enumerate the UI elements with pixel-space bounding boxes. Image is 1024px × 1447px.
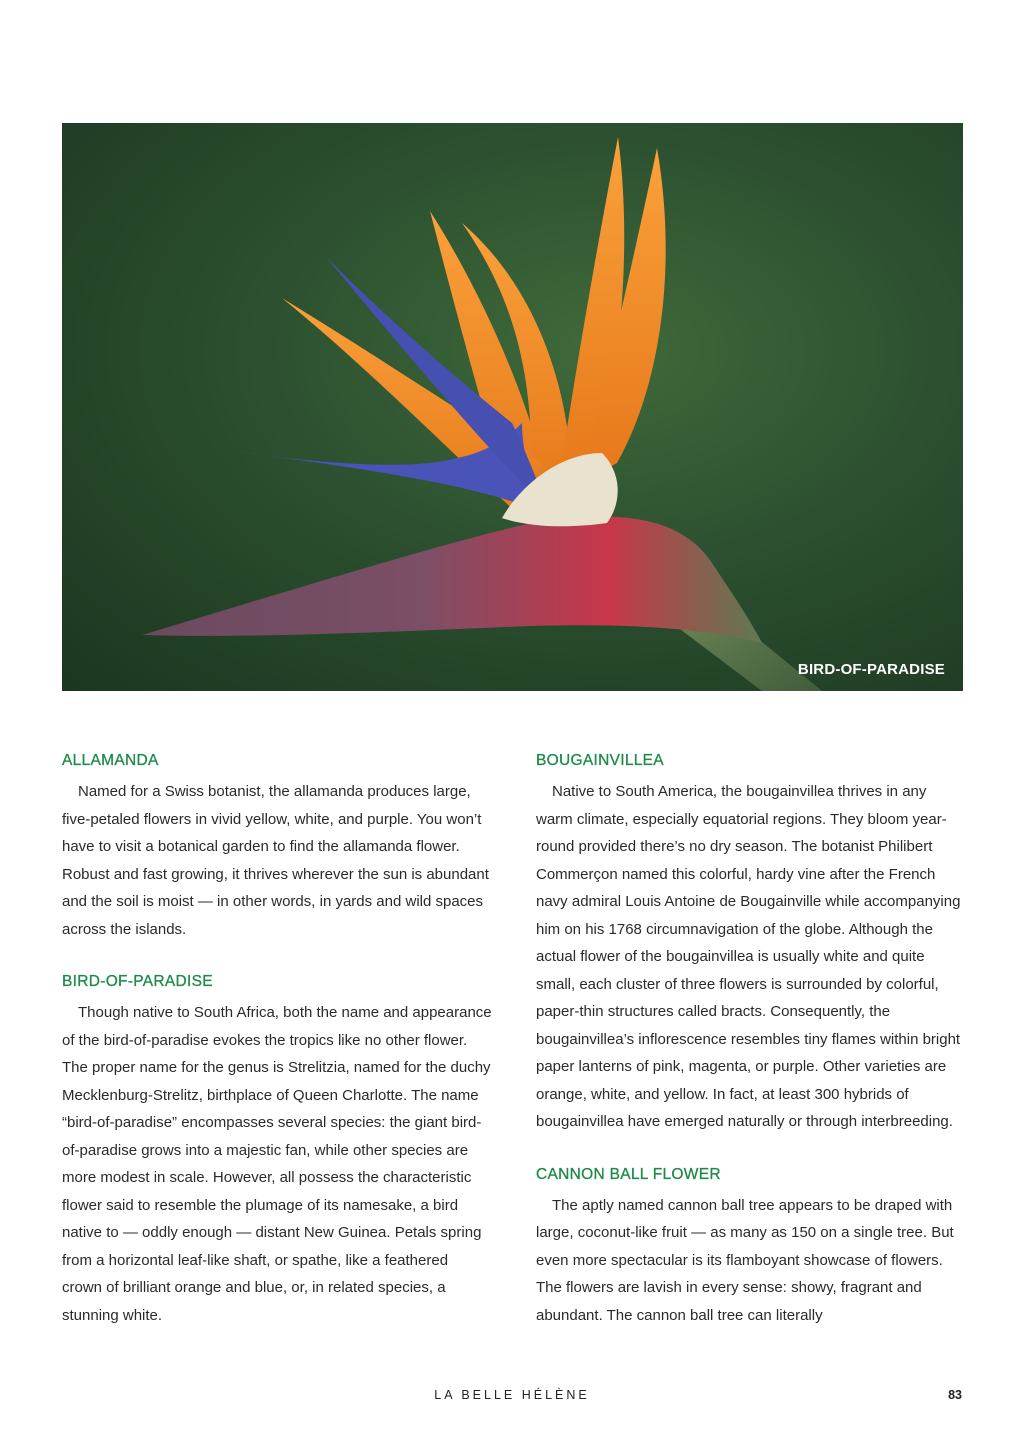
left-column [62, 748, 492, 1329]
paragraph-bougainvillea: Native to South America, the bougainvillea thrives in any warm climate, especially equatorial regions. They bloom year-round provided there’s no dry season. The botanist Philibert Commerçon named this colorful, hardy vine after the French navy admiral Louis Antoine de Bougainville while accompanying him on his 1768 circumnavigation of the globe. Although the actual flower of the bougainvillea is usually white and quite small, each cluster of three flowers is surrounded by colorful, paper-thin structures called bracts. Consequently, the bougainvillea’s inflorescence resembles tiny flames within bright paper lanterns of pink, magenta, or purple. Other varieties are orange, white, and yellow. In fact, at least 300 hybrids of bougainvillea have emerged naturally or through interbreeding. [536, 783, 961, 1130]
paragraph-cannon-ball-flower: The aptly named cannon ball tree appears to be draped with large, coconut-like fruit — as many as 150 on a single tree. But even more spectacular is its flamboyant showcase of flowers. The flowers are lavish in every sense: showy, fragrant and abundant. The cannon ball tree can literally [536, 1196, 954, 1324]
paragraph-allamanda: Named for a Swiss botanist, the allamanda produces large, five-petaled flowers in vivid yellow, white, and purple. You won’t have to visit a botanical garden to find the allamanda flower. Robust and fast growing, it thrives wherever the sun is abundant and the soil is moist — in other words, in yards and wild spaces across the islands. [62, 783, 489, 938]
section-heading-cannon-ball-flower: CANNON BALL FLOWER [536, 1165, 721, 1183]
photo-caption: BIRD-OF-PARADISE [797, 661, 945, 678]
footer-publication-title: LA BELLE HÉLÈNE [434, 1388, 590, 1402]
section-heading-allamanda: ALLAMANDA [62, 752, 159, 769]
page-number: 83 [948, 1388, 962, 1402]
section-heading-bougainvillea: BOUGAINVILLEA [536, 752, 664, 769]
section-heading-bird-of-paradise: BIRD-OF-PARADISE [62, 973, 213, 990]
flower-illustration [62, 123, 963, 691]
paragraph-bird-of-paradise: Though native to South Africa, both the name and appearance of the bird-of-paradise evokes the tropics like no other flower. The proper name for the genus is Strelitzia, named for the duchy Mecklenburg-Strelitz, birthplace of Queen Charlotte. The name “bird-of-paradise” encompasses several species: the giant bird-of-paradise grows into a majestic fan, while other species are more modest in scale. However, all possess the characteristic flower said to resemble the plumage of its namesake, a bird native to — oddly enough — distant New Guinea. Petals spring from a horizontal leaf-like shaft, or spathe, like a feathered crown of brilliant orange and blue, or, in related species, a stunning white. [62, 1004, 492, 1324]
right-column [536, 748, 966, 1329]
bird-of-paradise-photo [62, 123, 963, 691]
